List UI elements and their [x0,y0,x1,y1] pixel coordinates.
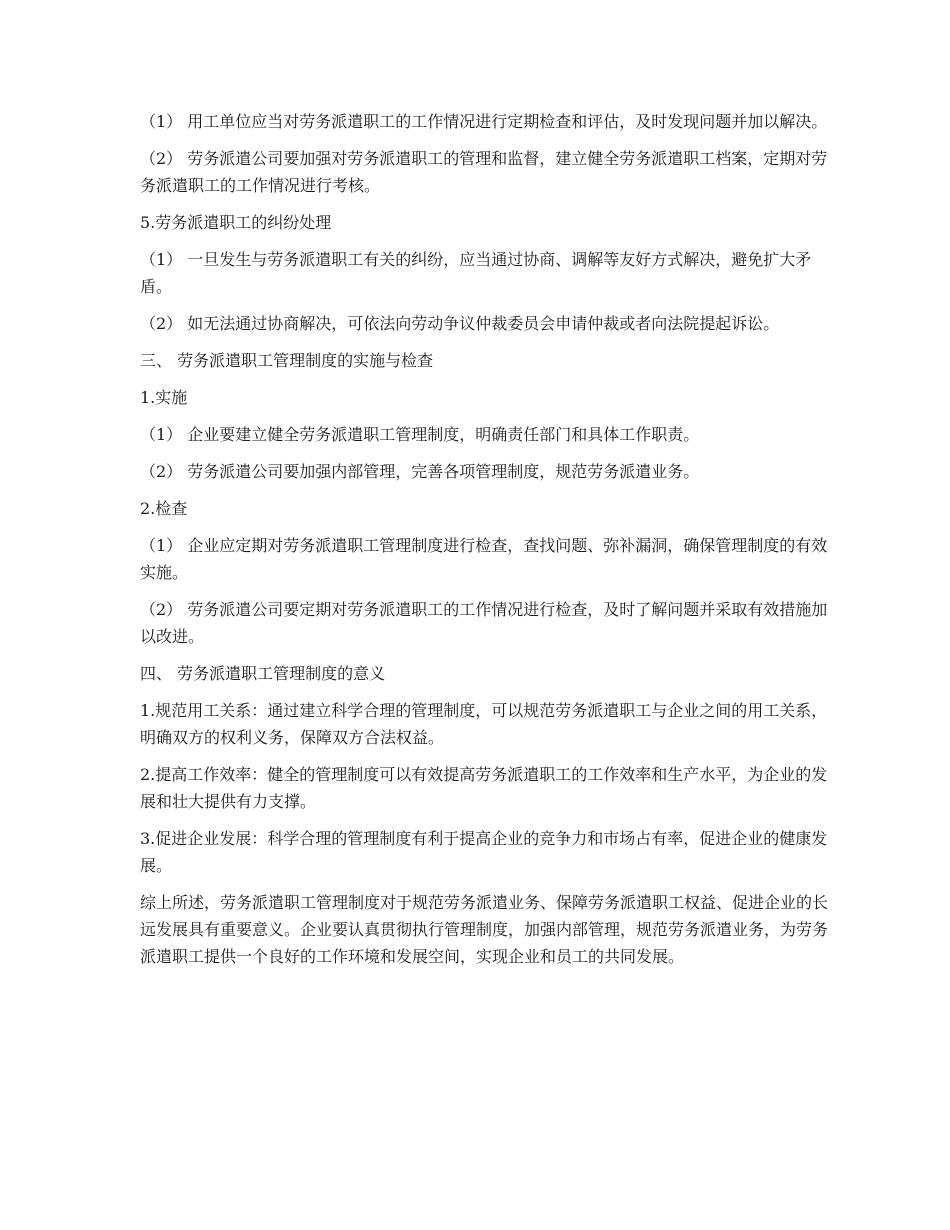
paragraph-3: （1） 一旦发生与劳务派遣职工有关的纠纷，应当通过协商、调解等友好方式解决，避免扩大矛盾。 [140,250,812,296]
paragraph-10: 2.提高工作效率：健全的管理制度可以有效提高劳务派遣职工的工作效率和生产水平，为企业的发展和壮大提供有力支撑。 [140,765,828,811]
conclusion-paragraph: 综上所述，劳务派遣职工管理制度对于规范劳务派遣业务、保障劳务派遣职工权益、促进企业的长远发展具有重要意义。企业要认真贯彻执行管理制度，加强内部管理，规范劳务派遣业务，为劳务派遣职工提供一个良好的工作环境和发展空间，实现企业和员工的共同发展。 [140,893,829,966]
paragraph-6: （2） 劳务派遣公司要加强内部管理，完善各项管理制度，规范劳务派遣业务。 [140,462,700,481]
subheading-implementation: 1.实施 [140,388,188,407]
paragraph-2: （2） 劳务派遣公司要加强对劳务派遣职工的管理和监督，建立健全劳务派遣职工档案，定期对劳务派遣职工的工作情况进行考核。 [140,149,828,195]
paragraph-7: （1） 企业应定期对劳务派遣职工管理制度进行检查，查找问题、弥补漏洞，确保管理制度的有效实施。 [140,536,828,582]
document-body [140,108,830,980]
paragraph-4: （2） 如无法通过协商解决，可依法向劳动争议仲裁委员会申请仲裁或者向法院提起诉讼。 [140,314,780,333]
paragraph-11: 3.促进企业发展：科学合理的管理制度有利于提高企业的竞争力和市场占有率，促进企业的健康发展。 [140,829,828,875]
chapter-heading-4: 四、 劳务派遣职工管理制度的意义 [140,664,386,683]
subheading-inspection: 2.检查 [140,499,188,518]
paragraph-8: （2） 劳务派遣公司要定期对劳务派遣职工的工作情况进行检查，及时了解问题并采取有效措施加以改进。 [140,600,828,646]
section-heading-5: 5.劳务派遣职工的纠纷处理 [140,213,332,232]
chapter-heading-3: 三、 劳务派遣职工管理制度的实施与检查 [140,351,434,370]
paragraph-9: 1.规范用工关系：通过建立科学合理的管理制度，可以规范劳务派遣职工与企业之间的用工关系，明确双方的权利义务，保障双方合法权益。 [140,701,828,747]
paragraph-5: （1） 企业要建立健全劳务派遣职工管理制度，明确责任部门和具体工作职责。 [140,425,700,444]
paragraph-1: （1） 用工单位应当对劳务派遣职工的工作情况进行定期检查和评估，及时发现问题并加以解决。 [140,112,828,131]
